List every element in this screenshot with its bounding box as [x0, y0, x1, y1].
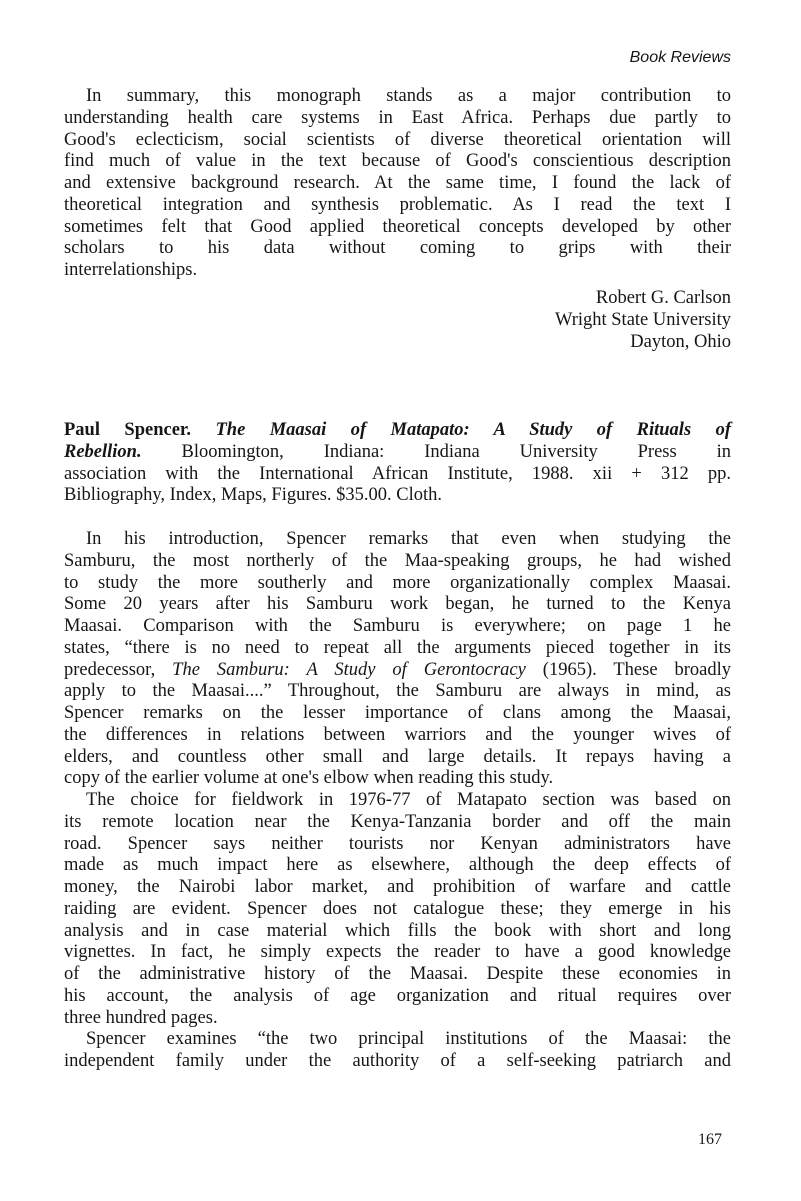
text-line [64, 1051, 731, 1073]
italic-title-text: The Samburu: A Study of Gerontocracy [172, 659, 526, 680]
text-segment: scholars to his data without coming to grips with their [64, 238, 731, 259]
text-line [64, 310, 731, 332]
text-line [64, 529, 731, 551]
text-line [64, 151, 731, 173]
text-segment: Spencer examines “the two principal institutions of the Maasai: the [86, 1029, 731, 1050]
text-line [64, 790, 731, 812]
text-line [64, 921, 731, 943]
text-line [64, 260, 731, 282]
text-segment: his account, the analysis of age organization and ritual requires over [64, 985, 731, 1006]
text-segment: The choice for fieldwork in 1976-77 of Matapato section was based on [86, 790, 731, 810]
text-segment: Wright State University [554, 309, 731, 330]
summary-paragraph [64, 86, 731, 282]
text-line [64, 195, 731, 217]
text-segment: Paul Spencer. [64, 420, 216, 440]
text-line [64, 173, 731, 195]
text-segment: Bloomington, Indiana: Indiana University Press in [141, 441, 731, 462]
text-line [64, 238, 731, 260]
text-segment: theoretical integration and synthesis problematic. As I read the text I [64, 194, 731, 215]
text-line [64, 747, 731, 769]
text-line [64, 834, 731, 856]
text-line [64, 332, 731, 354]
text-segment: Some 20 years after his Samburu work began, he turned to the Kenya [64, 594, 731, 615]
text-line [64, 681, 731, 703]
text-line [64, 616, 731, 638]
reviewer-signature [64, 288, 731, 353]
text-segment: apply to the Maasai....” Throughout, the Samburu are always in mind, as [64, 681, 731, 702]
text-line [64, 86, 731, 108]
text-line [64, 485, 731, 507]
review-body [64, 529, 731, 1073]
text-line [64, 594, 731, 616]
running-header: Book Reviews [629, 49, 731, 66]
text-line [64, 217, 731, 239]
text-segment: copy of the earlier volume at one's elbow when reading this study. [64, 768, 554, 789]
text-line [64, 942, 731, 964]
text-line [64, 812, 731, 834]
text-segment: Robert G. Carlson [595, 288, 731, 308]
book-citation [64, 420, 731, 507]
text-line [64, 130, 731, 152]
text-line [64, 964, 731, 986]
text-segment: In summary, this monograph stands as a major contribution to [86, 86, 731, 106]
text-segment: association with the International African Institute, 1988. xii + 312 pp. [64, 463, 731, 484]
text-segment: understanding health care systems in East Africa. Perhaps due partly to [64, 107, 731, 128]
text-segment: its remote location near the Kenya-Tanzania border and off the main [64, 811, 731, 832]
text-segment: Maasai. Comparison with the Samburu is everywhere; on page 1 he [64, 616, 731, 636]
text-line [64, 288, 731, 310]
text-segment: road. Spencer says neither tourists nor Kenyan administrators have [64, 833, 731, 854]
text-line [64, 703, 731, 725]
text-line [64, 986, 731, 1008]
page-number: 167 [698, 1131, 722, 1148]
italic-title-text: The Maasai of Matapato: A Study of Rituals of [215, 420, 731, 440]
text-line [64, 108, 731, 130]
text-segment: Bibliography, Index, Maps, Figures. $35.00. Cloth. [64, 485, 443, 506]
text-line [64, 899, 731, 921]
text-segment: find much of value in the text because of Good's conscientious description [64, 151, 731, 172]
text-line [64, 420, 731, 442]
text-line [64, 1008, 731, 1030]
text-segment: Good's eclecticism, social scientists of diverse theoretical orientation will [64, 129, 731, 150]
text-line [64, 768, 731, 790]
italic-title-text: Rebellion. [64, 441, 142, 462]
text-segment: money, the Nairobi labor market, and prohibition of warfare and cattle [64, 877, 731, 897]
text-segment: Dayton, Ohio [630, 331, 731, 352]
text-segment: of the administrative history of the Maasai. Despite these economies in [64, 964, 731, 984]
text-line [64, 1029, 731, 1051]
text-line [64, 660, 731, 682]
text-segment: In his introduction, Spencer remarks that even when studying the [86, 529, 731, 549]
text-segment: and extensive background research. At the same time, I found the lack of [64, 173, 731, 193]
text-segment: made as much impact here as elsewhere, although the deep effects of [64, 855, 731, 876]
text-segment: sometimes felt that Good applied theoretical concepts developed by other [64, 216, 731, 237]
text-line [64, 573, 731, 595]
text-line [64, 725, 731, 747]
text-segment: states, “there is no need to repeat all the arguments pieced together in its [64, 637, 731, 658]
text-segment: Samburu, the most northerly of the Maa-speaking groups, he had wished [64, 550, 731, 571]
text-line [64, 464, 731, 486]
text-segment: raiding are evident. Spencer does not catalogue these; they emerge in his [64, 898, 731, 919]
text-segment: independent family under the authority of a self-seeking patriarch and [64, 1051, 731, 1071]
text-segment: three hundred pages. [64, 1007, 218, 1028]
text-line [64, 855, 731, 877]
text-line [64, 638, 731, 660]
text-segment: to study the more southerly and more organizationally complex Maasai. [64, 572, 731, 593]
text-segment: Spencer remarks on the lesser importance of clans among the Maasai, [64, 703, 731, 723]
text-line [64, 442, 731, 464]
text-segment: (1965). These broadly [525, 659, 732, 680]
text-segment: predecessor, [64, 659, 173, 680]
text-segment: the differences in relations between warriors and the younger wives of [64, 724, 731, 745]
text-segment: analysis and in case material which fills the book with short and long [64, 920, 731, 941]
text-segment: vignettes. In fact, he simply expects the reader to have a good knowledge [64, 942, 731, 963]
text-segment: elders, and countless other small and large details. It repays having a [64, 746, 731, 767]
text-line [64, 551, 731, 573]
text-segment: interrelationships. [64, 260, 198, 280]
text-line [64, 877, 731, 899]
